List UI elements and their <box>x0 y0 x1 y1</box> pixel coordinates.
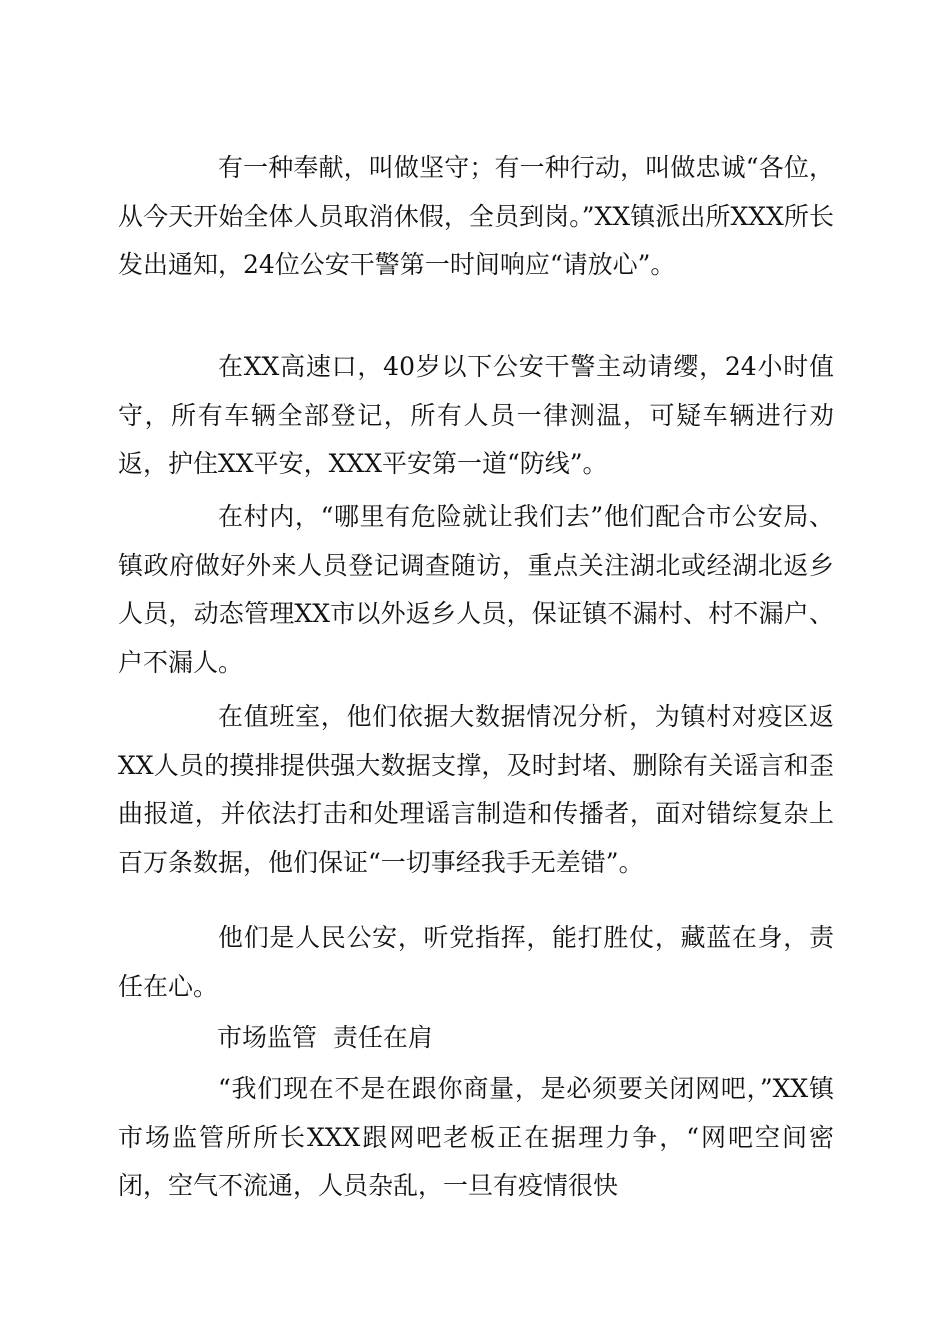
paragraph-people-police <box>118 914 834 1011</box>
section-heading: 市场监管 责任在肩 <box>217 1023 433 1052</box>
paragraph-text: 在值班室，他们依据大数据情况分析，为镇村对疫区返XX人员的摸排提供强大数据支撑，及时封堵、删除有关谣言和歪曲报道，并依法打击和处理谣言制造和传播者，面对错综复杂上百万条数据，他们保证“一切事经我手无差错”。 <box>118 702 834 877</box>
paragraph-village-visits <box>118 493 834 687</box>
paragraph-text: 他们是人民公安，听党指挥，能打胜仗，藏蓝在身，责任在心。 <box>118 923 834 1001</box>
paragraph-highway-checkpoint <box>118 343 834 489</box>
paragraph-police-duty <box>118 144 834 290</box>
paragraph-market-supervision <box>118 1065 834 1211</box>
paragraph-text: 有一种奉献，叫做坚守；有一种行动，叫做忠诚“各位，从今天开始全体人员取消休假，全员到岗。”XX镇派出所XXX所长发出通知，24位公安干警第一时间响应“请放心”。 <box>118 153 834 280</box>
paragraph-duty-room <box>118 693 834 887</box>
paragraph-text: “我们现在不是在跟你商量，是必须要关闭网吧，”XX镇市场监管所所长XXX跟网吧老板正在据理力争，“网吧空间密闭，空气不流通，人员杂乱，一旦有疫情很快 <box>118 1074 834 1201</box>
paragraph-text: 在XX高速口，40岁以下公安干警主动请缨，24小时值守，所有车辆全部登记，所有人员一律测温，可疑车辆进行劝返，护住XX平安，XXX平安第一道“防线”。 <box>118 352 834 479</box>
paragraph-text: 在村内，“哪里有危险就让我们去”他们配合市公安局、镇政府做好外来人员登记调查随访，重点关注湖北或经湖北返乡人员，动态管理XX市以外返乡人员，保证镇不漏村、村不漏户、户不漏人。 <box>118 502 834 677</box>
